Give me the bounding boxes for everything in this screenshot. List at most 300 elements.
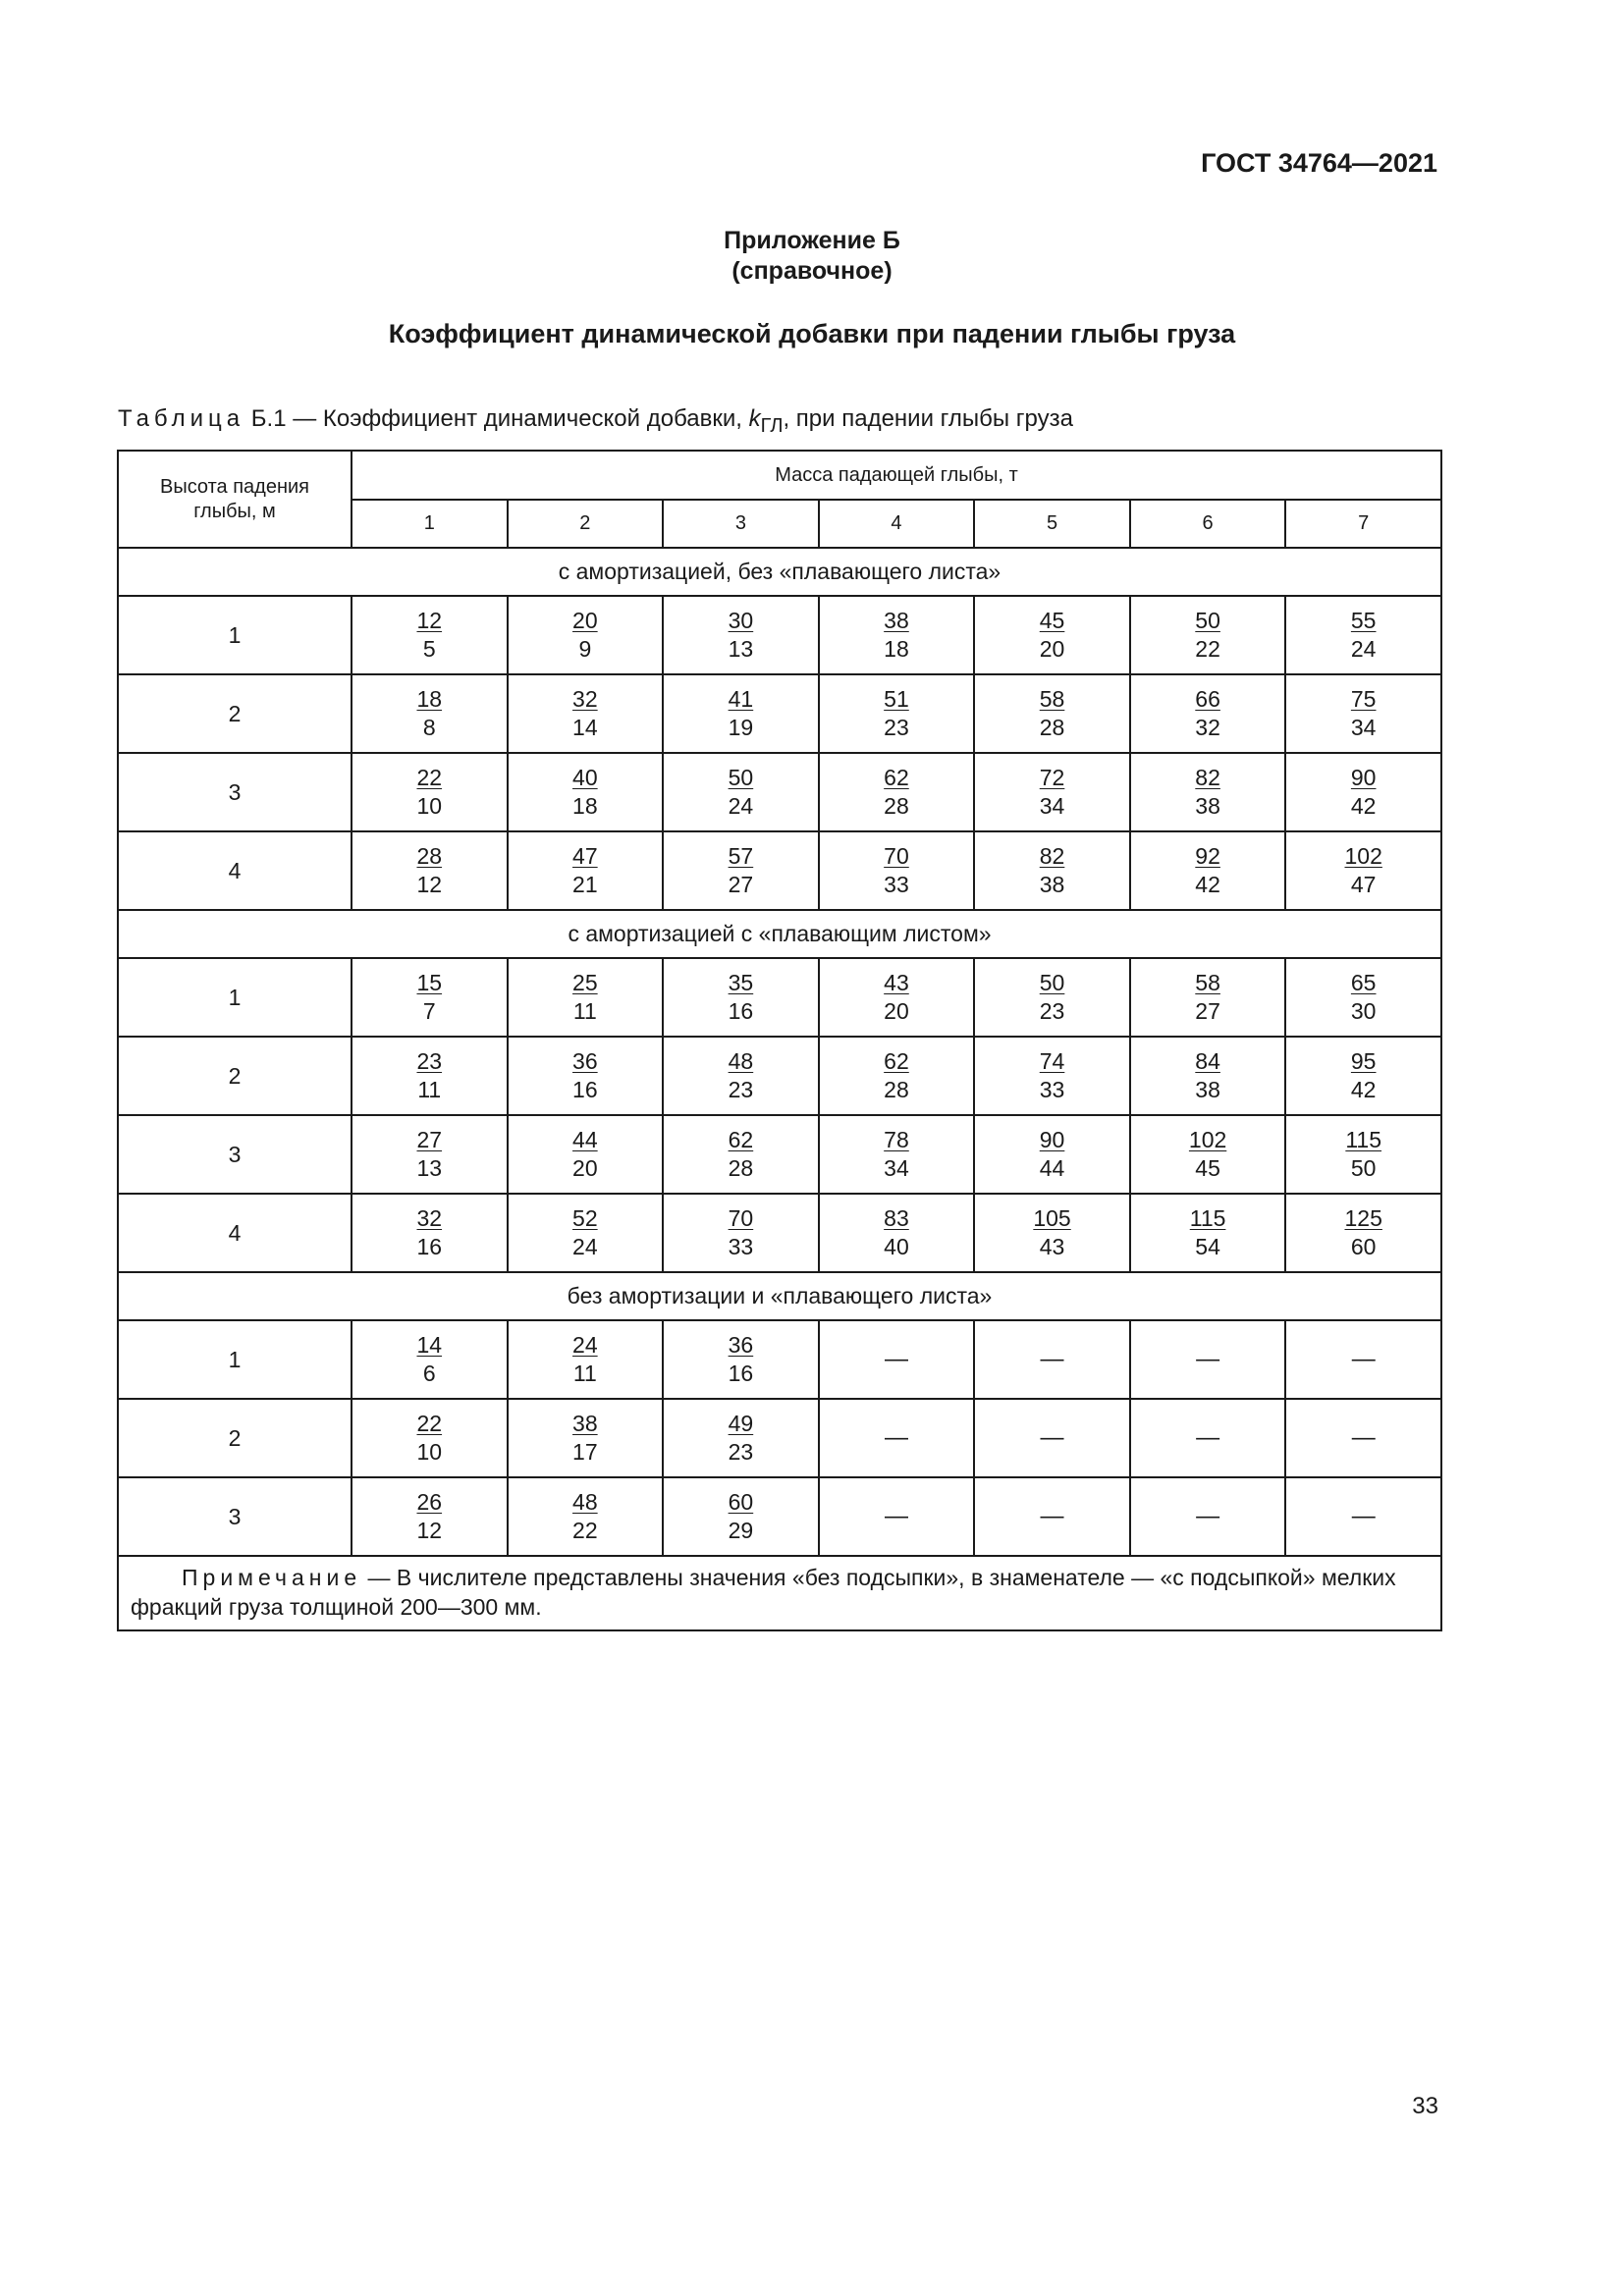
numerator: 38 — [884, 608, 909, 633]
note-row — [118, 1556, 1441, 1630]
fraction — [1040, 969, 1065, 1026]
fraction — [1351, 764, 1377, 821]
denominator: 6 — [422, 1361, 436, 1386]
fraction — [416, 764, 442, 821]
header-mass-column: 6 — [1130, 500, 1286, 548]
numerator: 72 — [1039, 765, 1065, 790]
fraction — [884, 1047, 909, 1104]
section-title: Коэффициент динамической добавки при падении глыбы груза — [388, 319, 1236, 348]
denominator: 23 — [1039, 998, 1065, 1024]
no-value-dash: — — [884, 1503, 908, 1529]
fraction — [729, 607, 754, 664]
denominator: 28 — [884, 793, 909, 819]
numerator: 12 — [416, 608, 443, 633]
denominator: 42 — [1195, 872, 1220, 897]
fraction — [1195, 969, 1220, 1026]
coefficient-cell — [819, 958, 975, 1037]
table-row — [118, 831, 1441, 910]
fraction — [1190, 1204, 1226, 1261]
coefficient-cell — [352, 1194, 508, 1272]
coefficient-cell — [1285, 958, 1441, 1037]
numerator: 95 — [1350, 1048, 1377, 1074]
fraction — [416, 969, 442, 1026]
coefficient-cell — [974, 1399, 1130, 1477]
drop-height-cell: 4 — [118, 831, 352, 910]
coefficient-cell — [352, 1320, 508, 1399]
numerator: 66 — [1195, 686, 1220, 712]
coefficient-cell — [1130, 831, 1286, 910]
denominator: 33 — [884, 872, 909, 897]
denominator: 28 — [728, 1155, 754, 1181]
fraction — [1040, 1047, 1065, 1104]
numerator: 102 — [1344, 843, 1382, 869]
drop-height-cell: 1 — [118, 1320, 352, 1399]
no-value-dash: — — [884, 1346, 908, 1372]
coefficient-cell — [663, 1194, 819, 1272]
coefficient-cell — [974, 958, 1130, 1037]
coefficient-cell — [819, 1399, 975, 1477]
header-mass-column: 7 — [1285, 500, 1441, 548]
numerator: 45 — [1039, 608, 1065, 633]
coefficient-cell — [663, 1320, 819, 1399]
numerator: 22 — [416, 1411, 443, 1436]
drop-height-cell: 1 — [118, 596, 352, 674]
appendix-title: Приложение Б — [724, 227, 900, 254]
fraction — [729, 1488, 754, 1545]
denominator: 24 — [572, 1234, 598, 1259]
numerator: 90 — [1350, 765, 1377, 790]
denominator: 20 — [1039, 636, 1065, 662]
fraction — [1189, 1126, 1226, 1183]
numerator: 48 — [728, 1048, 754, 1074]
drop-height-cell: 4 — [118, 1194, 352, 1272]
coefficient-cell — [352, 1037, 508, 1115]
coefficient-cell — [819, 831, 975, 910]
numerator: 20 — [572, 608, 598, 633]
denominator: 11 — [572, 1361, 597, 1386]
no-value-dash: — — [1196, 1346, 1220, 1372]
coefficient-cell — [508, 1194, 664, 1272]
drop-height-cell: 2 — [118, 674, 352, 753]
coefficient-cell — [663, 958, 819, 1037]
numerator: 82 — [1195, 765, 1220, 790]
coefficient-cell — [1130, 596, 1286, 674]
denominator: 9 — [578, 636, 592, 662]
coefficient-cell — [819, 596, 975, 674]
numerator: 18 — [416, 686, 443, 712]
denominator: 54 — [1195, 1234, 1220, 1259]
no-value-dash: — — [1351, 1424, 1376, 1451]
coefficient-cell — [508, 674, 664, 753]
section-title-cell: с амортизацией, без «плавающего листа» — [118, 548, 1441, 596]
denominator: 16 — [728, 1361, 754, 1386]
denominator: 13 — [728, 636, 754, 662]
fraction — [884, 1204, 909, 1261]
numerator: 102 — [1188, 1127, 1227, 1152]
coefficient-cell — [819, 1320, 975, 1399]
numerator: 38 — [572, 1411, 598, 1436]
fraction — [729, 1204, 754, 1261]
section-title-cell: без амортизации и «плавающего листа» — [118, 1272, 1441, 1320]
coefficient-cell — [663, 831, 819, 910]
coefficient-cell — [1285, 674, 1441, 753]
header-mass: Масса падающей глыбы, т — [352, 451, 1441, 500]
coefficient-cell — [508, 1399, 664, 1477]
table-row — [118, 753, 1441, 831]
numerator: 27 — [416, 1127, 443, 1152]
table-row — [118, 958, 1441, 1037]
coefficient-cell — [508, 1115, 664, 1194]
fraction — [416, 1331, 442, 1388]
numerator: 52 — [572, 1205, 598, 1231]
denominator: 7 — [422, 998, 436, 1024]
denominator: 14 — [572, 715, 598, 740]
header-mass-column: 2 — [508, 500, 664, 548]
numerator: 32 — [572, 686, 598, 712]
coefficient-cell — [1130, 1115, 1286, 1194]
fraction — [884, 1126, 909, 1183]
header-mass-column: 5 — [974, 500, 1130, 548]
denominator: 16 — [416, 1234, 443, 1259]
coefficient-cell — [508, 1037, 664, 1115]
denominator: 16 — [572, 1077, 598, 1102]
fraction — [572, 607, 598, 664]
fraction — [1345, 1204, 1382, 1261]
denominator: 13 — [416, 1155, 443, 1181]
caption-text: Б.1 — Коэффициент динамической добавки, — [250, 405, 749, 432]
caption-label: Таблица — [118, 405, 245, 432]
denominator: 32 — [1195, 715, 1220, 740]
numerator: 58 — [1039, 686, 1065, 712]
numerator: 49 — [728, 1411, 754, 1436]
denominator: 16 — [728, 998, 754, 1024]
coefficient-cell — [352, 1399, 508, 1477]
table-row — [118, 596, 1441, 674]
numerator: 65 — [1350, 970, 1377, 995]
section-row — [118, 548, 1441, 596]
numerator: 36 — [572, 1048, 598, 1074]
fraction — [729, 764, 754, 821]
denominator: 44 — [1039, 1155, 1065, 1181]
denominator: 28 — [884, 1077, 909, 1102]
fraction — [1345, 842, 1382, 899]
drop-height-cell: 1 — [118, 958, 352, 1037]
denominator: 38 — [1195, 1077, 1220, 1102]
no-value-dash: — — [1196, 1424, 1220, 1451]
coefficient-cell — [1285, 1320, 1441, 1399]
denominator: 22 — [572, 1518, 598, 1543]
numerator: 36 — [728, 1332, 754, 1358]
no-value-dash: — — [1040, 1424, 1064, 1451]
table-row — [118, 1194, 1441, 1272]
numerator: 41 — [728, 686, 754, 712]
fraction — [1351, 607, 1377, 664]
drop-height-cell: 2 — [118, 1399, 352, 1477]
fraction — [416, 685, 442, 742]
denominator: 42 — [1350, 1077, 1377, 1102]
numerator: 22 — [416, 765, 443, 790]
coefficient-cell — [663, 1115, 819, 1194]
note-cell — [118, 1556, 1441, 1630]
fraction — [572, 1126, 598, 1183]
appendix-subtitle: (справочное) — [731, 257, 893, 285]
fraction — [1040, 842, 1065, 899]
fraction — [1345, 1126, 1381, 1183]
fraction — [1195, 764, 1220, 821]
coefficient-cell — [352, 958, 508, 1037]
numerator: 75 — [1350, 686, 1377, 712]
coefficient-cell — [1285, 1037, 1441, 1115]
coefficient-cell — [819, 674, 975, 753]
caption-variable: $k_{ГЛ}$ — [748, 405, 784, 437]
coefficient-cell — [974, 1477, 1130, 1556]
fraction — [1195, 842, 1220, 899]
coefficient-cell — [1285, 1477, 1441, 1556]
page-number: 33 — [1412, 2093, 1438, 2119]
numerator: 70 — [728, 1205, 754, 1231]
fraction — [729, 842, 754, 899]
denominator: 27 — [728, 872, 754, 897]
coefficient-cell — [663, 1399, 819, 1477]
numerator: 40 — [572, 765, 598, 790]
numerator: 30 — [728, 608, 754, 633]
denominator: 10 — [416, 1439, 443, 1465]
section-row — [118, 1272, 1441, 1320]
denominator: 18 — [884, 636, 909, 662]
coefficient-cell — [508, 958, 664, 1037]
numerator: 62 — [728, 1127, 754, 1152]
fraction — [1351, 1047, 1377, 1104]
numerator: 62 — [884, 765, 909, 790]
denominator: 43 — [1039, 1234, 1065, 1259]
header-mass-column: 1 — [352, 500, 508, 548]
coefficient-cell — [1285, 831, 1441, 910]
fraction — [416, 607, 442, 664]
fraction — [572, 969, 598, 1026]
coefficient-cell — [1130, 1194, 1286, 1272]
denominator: 33 — [1039, 1077, 1065, 1102]
numerator: 51 — [884, 686, 909, 712]
table-row — [118, 1399, 1441, 1477]
numerator: 58 — [1195, 970, 1220, 995]
coefficient-cell — [663, 1477, 819, 1556]
denominator: 28 — [1039, 715, 1065, 740]
denominator: 50 — [1350, 1155, 1377, 1181]
header-mass-column: 3 — [663, 500, 819, 548]
denominator: 30 — [1350, 998, 1377, 1024]
fraction — [572, 764, 598, 821]
numerator: 50 — [1039, 970, 1065, 995]
fraction — [1351, 685, 1377, 742]
coefficient-cell — [352, 753, 508, 831]
fraction — [884, 969, 909, 1026]
denominator: 24 — [728, 793, 754, 819]
numerator: 23 — [416, 1048, 443, 1074]
coefficient-cell — [1285, 1399, 1441, 1477]
coefficient-cell — [1285, 753, 1441, 831]
fraction — [1195, 685, 1220, 742]
denominator: 47 — [1350, 872, 1377, 897]
coefficient-cell — [663, 1037, 819, 1115]
fraction — [1195, 1047, 1220, 1104]
document-code: ГОСТ 34764—2021 — [1201, 148, 1437, 178]
numerator: 26 — [416, 1489, 443, 1515]
denominator: 40 — [884, 1234, 909, 1259]
fraction — [729, 1126, 754, 1183]
coefficient-cell — [1130, 1037, 1286, 1115]
header-drop-height: Высота падения глыбы, м — [118, 451, 352, 548]
denominator: 34 — [884, 1155, 909, 1181]
coefficient-cell — [974, 674, 1130, 753]
coefficient-cell — [819, 1477, 975, 1556]
fraction — [729, 1410, 754, 1467]
denominator: 60 — [1350, 1234, 1377, 1259]
table-row — [118, 1037, 1441, 1115]
fraction — [416, 1410, 442, 1467]
coefficient-cell — [974, 596, 1130, 674]
coefficient-cell — [663, 596, 819, 674]
denominator: 38 — [1195, 793, 1220, 819]
coefficient-cell — [1130, 1399, 1286, 1477]
denominator: 42 — [1350, 793, 1377, 819]
table-row — [118, 1320, 1441, 1399]
no-value-dash: — — [884, 1424, 908, 1451]
fraction — [729, 1047, 754, 1104]
drop-height-cell: 3 — [118, 1477, 352, 1556]
fraction — [729, 685, 754, 742]
denominator: 12 — [416, 1518, 443, 1543]
denominator: 45 — [1195, 1155, 1220, 1181]
coefficient-cell — [974, 831, 1130, 910]
numerator: 84 — [1195, 1048, 1220, 1074]
denominator: 20 — [572, 1155, 598, 1181]
fraction — [572, 842, 598, 899]
fraction — [1351, 969, 1377, 1026]
numerator: 70 — [884, 843, 909, 869]
coefficient-cell — [1285, 596, 1441, 674]
fraction — [729, 969, 754, 1026]
coefficient-cell — [508, 1477, 664, 1556]
numerator: 60 — [728, 1489, 754, 1515]
fraction — [416, 1488, 442, 1545]
numerator: 105 — [1033, 1205, 1071, 1231]
numerator: 74 — [1039, 1048, 1065, 1074]
denominator: 27 — [1195, 998, 1220, 1024]
coefficient-cell — [1285, 1115, 1441, 1194]
note-label: Примечание — [182, 1565, 362, 1590]
numerator: 57 — [728, 843, 754, 869]
coefficient-cell — [974, 1115, 1130, 1194]
numerator: 25 — [572, 970, 598, 995]
coefficient-cell — [352, 1115, 508, 1194]
numerator: 50 — [1195, 608, 1220, 633]
coefficient-cell — [974, 1194, 1130, 1272]
coefficient-cell — [819, 1115, 975, 1194]
section-row — [118, 910, 1441, 958]
coefficient-cell — [1130, 753, 1286, 831]
denominator: 38 — [1039, 872, 1065, 897]
fraction — [884, 685, 909, 742]
coefficient-cell — [1130, 1477, 1286, 1556]
fraction — [1040, 1126, 1065, 1183]
coefficient-table — [117, 450, 1442, 1631]
numerator: 28 — [416, 843, 443, 869]
numerator: 44 — [572, 1127, 598, 1152]
fraction — [572, 1331, 598, 1388]
no-value-dash: — — [1040, 1503, 1064, 1529]
fraction — [729, 1331, 754, 1388]
denominator: 23 — [884, 715, 909, 740]
table-row — [118, 1115, 1441, 1194]
no-value-dash: — — [1351, 1503, 1376, 1529]
numerator: 125 — [1344, 1205, 1382, 1231]
numerator: 14 — [416, 1332, 443, 1358]
fraction — [884, 842, 909, 899]
denominator: 5 — [422, 636, 436, 662]
fraction — [1040, 685, 1065, 742]
coefficient-cell — [819, 753, 975, 831]
numerator: 47 — [572, 843, 598, 869]
denominator: 19 — [728, 715, 754, 740]
fraction — [884, 764, 909, 821]
table-row — [118, 674, 1441, 753]
denominator: 33 — [728, 1234, 754, 1259]
denominator: 20 — [884, 998, 909, 1024]
coefficient-cell — [352, 1477, 508, 1556]
denominator: 11 — [417, 1077, 442, 1102]
denominator: 29 — [728, 1518, 754, 1543]
fraction — [416, 1047, 442, 1104]
header-mass-column: 4 — [819, 500, 975, 548]
no-value-dash: — — [1196, 1503, 1220, 1529]
coefficient-cell — [1130, 958, 1286, 1037]
coefficient-cell — [508, 596, 664, 674]
coefficient-cell — [1130, 1320, 1286, 1399]
table-caption — [118, 405, 1073, 438]
coefficient-cell — [352, 831, 508, 910]
coefficient-cell — [663, 674, 819, 753]
numerator: 50 — [728, 765, 754, 790]
fraction — [572, 1488, 598, 1545]
coefficient-cell — [974, 753, 1130, 831]
denominator: 22 — [1195, 636, 1220, 662]
denominator: 18 — [572, 793, 598, 819]
numerator: 115 — [1345, 1127, 1382, 1152]
coefficient-cell — [508, 753, 664, 831]
denominator: 34 — [1350, 715, 1377, 740]
numerator: 78 — [884, 1127, 909, 1152]
numerator: 115 — [1189, 1205, 1226, 1231]
coefficient-cell — [352, 596, 508, 674]
caption-tail: , при падении глыбы груза — [783, 405, 1073, 432]
denominator: 10 — [416, 793, 443, 819]
note-text: — В числителе представлены значения «без подсыпки», в знаменателе — «с подсыпкой» мелких фракций груза толщиной 200—300 мм. — [131, 1565, 1396, 1620]
numerator: 43 — [884, 970, 909, 995]
appendix-heading — [0, 226, 1624, 287]
fraction — [1040, 764, 1065, 821]
no-value-dash: — — [1351, 1346, 1376, 1372]
no-value-dash: — — [1040, 1346, 1064, 1372]
fraction — [1040, 607, 1065, 664]
fraction — [572, 685, 598, 742]
denominator: 34 — [1039, 793, 1065, 819]
numerator: 24 — [572, 1332, 598, 1358]
coefficient-cell — [352, 674, 508, 753]
drop-height-cell: 3 — [118, 753, 352, 831]
table-row — [118, 1477, 1441, 1556]
coefficient-cell — [819, 1194, 975, 1272]
coefficient-cell — [1130, 674, 1286, 753]
